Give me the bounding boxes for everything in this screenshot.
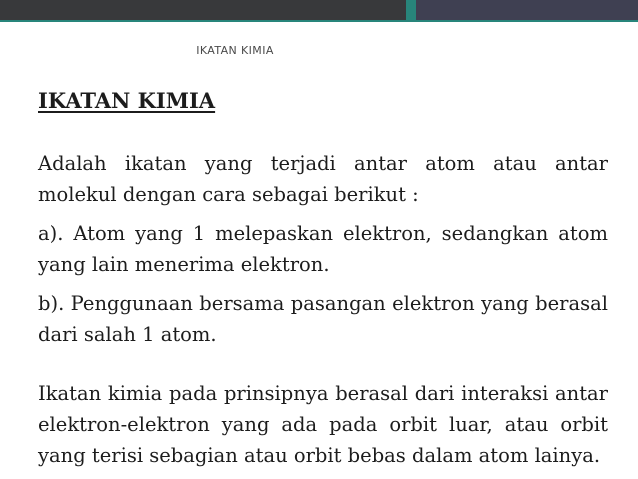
paragraph-point-b: b). Penggunaan bersama pasangan elektron yang berasal dari salah 1 atom. bbox=[38, 292, 608, 346]
top-bar-accent-line bbox=[0, 20, 638, 22]
top-bar-right-segment bbox=[416, 0, 638, 20]
top-decorative-bar bbox=[0, 0, 638, 20]
slide-heading: IKATAN KIMIA bbox=[38, 88, 216, 113]
paragraph-principle: Ikatan kimia pada prinsipnya berasal dari interaksi antar elektron-elektron yang ada pada orbit luar, atau orbit yang terisi sebagian atau orbit bebas dalam atom lainya. bbox=[38, 382, 608, 467]
top-bar-accent-segment bbox=[406, 0, 416, 20]
slide-header-title: IKATAN KIMIA bbox=[196, 44, 274, 57]
top-bar-dark-segment bbox=[0, 0, 406, 20]
slide-content bbox=[38, 148, 608, 479]
paragraph-definition: Adalah ikatan yang terjadi antar atom atau antar molekul dengan cara sebagai berikut : bbox=[38, 152, 608, 206]
paragraph-point-a: a). Atom yang 1 melepaskan elektron, sedangkan atom yang lain menerima elektron. bbox=[38, 222, 608, 276]
